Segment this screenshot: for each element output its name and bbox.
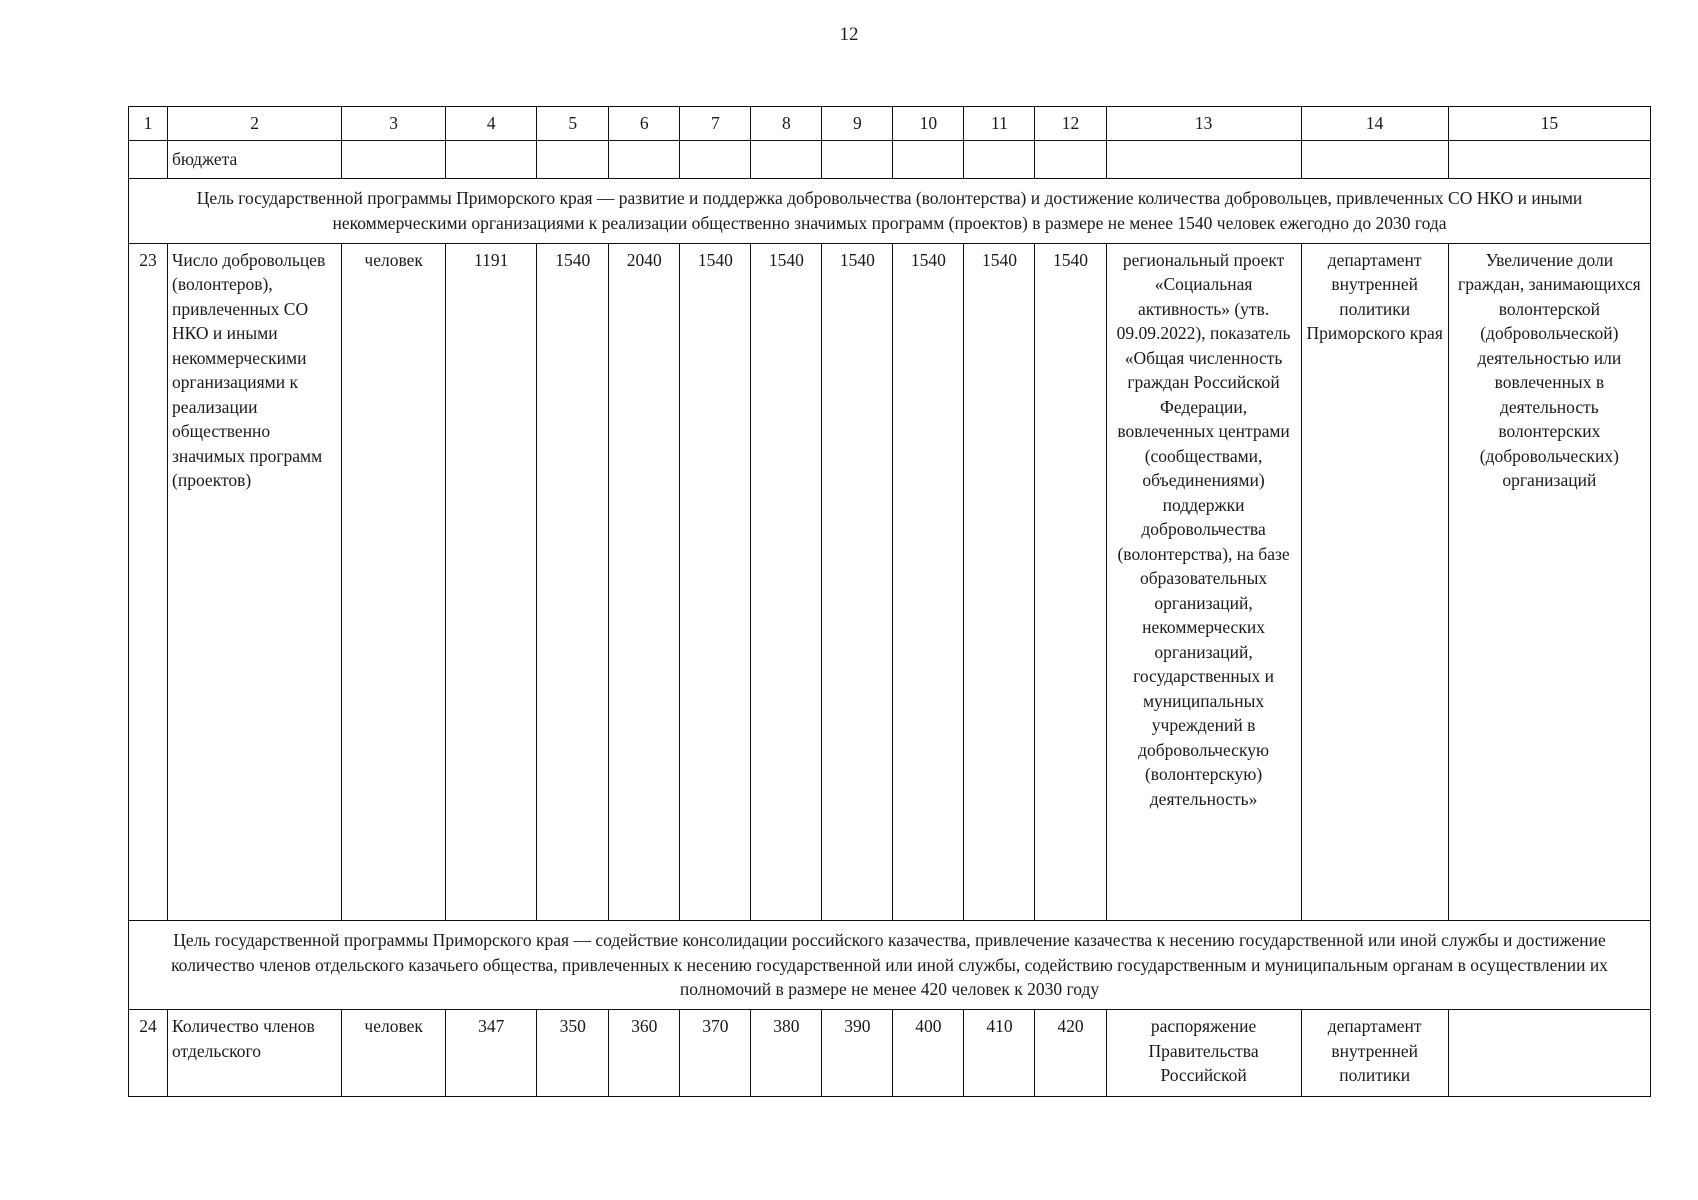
unit: человек: [342, 243, 446, 920]
goal-text: Цель государственной программы Приморского края — содействие консолидации российского казачества, привлечение казачества к несению государственной или иной службы и достижение количество членов отдельского казачьего общества, привлеченных к несению государственной или иной службы, содействию государственным и муниципальным органам в осуществлении их полномочий в размере не менее 420 человек к 2030 году: [129, 920, 1651, 1010]
value-cell: 410: [964, 1010, 1035, 1097]
value-cell: 360: [609, 1010, 680, 1097]
source-document: региональный проект «Социальная активность» (утв. 09.09.2022), показатель «Общая численность граждан Российской Федерации, вовлеченных центрами (сообществами, объединениями) поддержки добровольчества (волонтерства), на базе образовательных организаций, некоммерческих организаций, государственных и муниципальных учреждений в добровольческую (волонтерскую) деятельность»: [1106, 243, 1301, 920]
column-number: 5: [537, 107, 609, 141]
indicator-link: [1448, 1010, 1650, 1097]
goal-text: Цель государственной программы Приморского края — развитие и поддержка добровольчества (волонтерства) и достижение количества добровольцев, привлеченных СО НКО и иными некоммерческими организациями к реализации общественно значимых программ (проектов) в размере не менее 1540 человек ежегодно до 2030 года: [129, 179, 1651, 244]
responsible-body: департамент внутренней политики Приморского края: [1301, 243, 1448, 920]
value-cell: 420: [1035, 1010, 1106, 1097]
column-number: 7: [680, 107, 751, 141]
indicator-link: Увеличение доли граждан, занимающихся волонтерской (добровольческой) деятельностью или вовлеченных в деятельность волонтерских (добровольческих) организаций: [1448, 243, 1650, 920]
value-cell: 1540: [893, 243, 964, 920]
value-cell: 1540: [964, 243, 1035, 920]
goal-row: [129, 179, 1651, 244]
value-cell: 1540: [1035, 243, 1106, 920]
value-cell: 370: [680, 1010, 751, 1097]
page-number: 12: [839, 24, 859, 45]
column-number: 12: [1035, 107, 1106, 141]
value-cell: 1191: [446, 243, 537, 920]
column-number-row: [129, 107, 1651, 141]
row-number: 24: [129, 1010, 168, 1097]
value-cell: 390: [822, 1010, 893, 1097]
indicator-row: [129, 1010, 1651, 1097]
column-number: 14: [1301, 107, 1448, 141]
row-number: 23: [129, 243, 168, 920]
responsible-body: департамент внутренней политики: [1301, 1010, 1448, 1097]
column-number: 3: [342, 107, 446, 141]
value-cell: 1540: [751, 243, 822, 920]
column-number: 10: [893, 107, 964, 141]
value-cell: 1540: [822, 243, 893, 920]
continuation-row: [129, 141, 1651, 179]
indicator-name-continuation: бюджета: [168, 141, 342, 179]
column-number: 11: [964, 107, 1035, 141]
value-cell: 380: [751, 1010, 822, 1097]
indicator-name: Количество членов отдельского: [168, 1010, 342, 1097]
column-number: 9: [822, 107, 893, 141]
value-cell: 347: [446, 1010, 537, 1097]
source-document: распоряжение Правительства Российской: [1106, 1010, 1301, 1097]
value-cell: 1540: [537, 243, 609, 920]
indicator-table: [128, 106, 1651, 1097]
value-cell: 400: [893, 1010, 964, 1097]
column-number: 2: [168, 107, 342, 141]
column-number: 15: [1448, 107, 1650, 141]
value-cell: 1540: [680, 243, 751, 920]
indicator-row: [129, 243, 1651, 920]
column-number: 4: [446, 107, 537, 141]
column-number: 8: [751, 107, 822, 141]
goal-row: [129, 920, 1651, 1010]
indicator-name: Число добровольцев (волонтеров), привлеченных СО НКО и иными некоммерческими организациями к реализации общественно значимых программ (проектов): [168, 243, 342, 920]
unit: человек: [342, 1010, 446, 1097]
column-number: 1: [129, 107, 168, 141]
value-cell: 2040: [609, 243, 680, 920]
column-number: 6: [609, 107, 680, 141]
column-number: 13: [1106, 107, 1301, 141]
value-cell: 350: [537, 1010, 609, 1097]
